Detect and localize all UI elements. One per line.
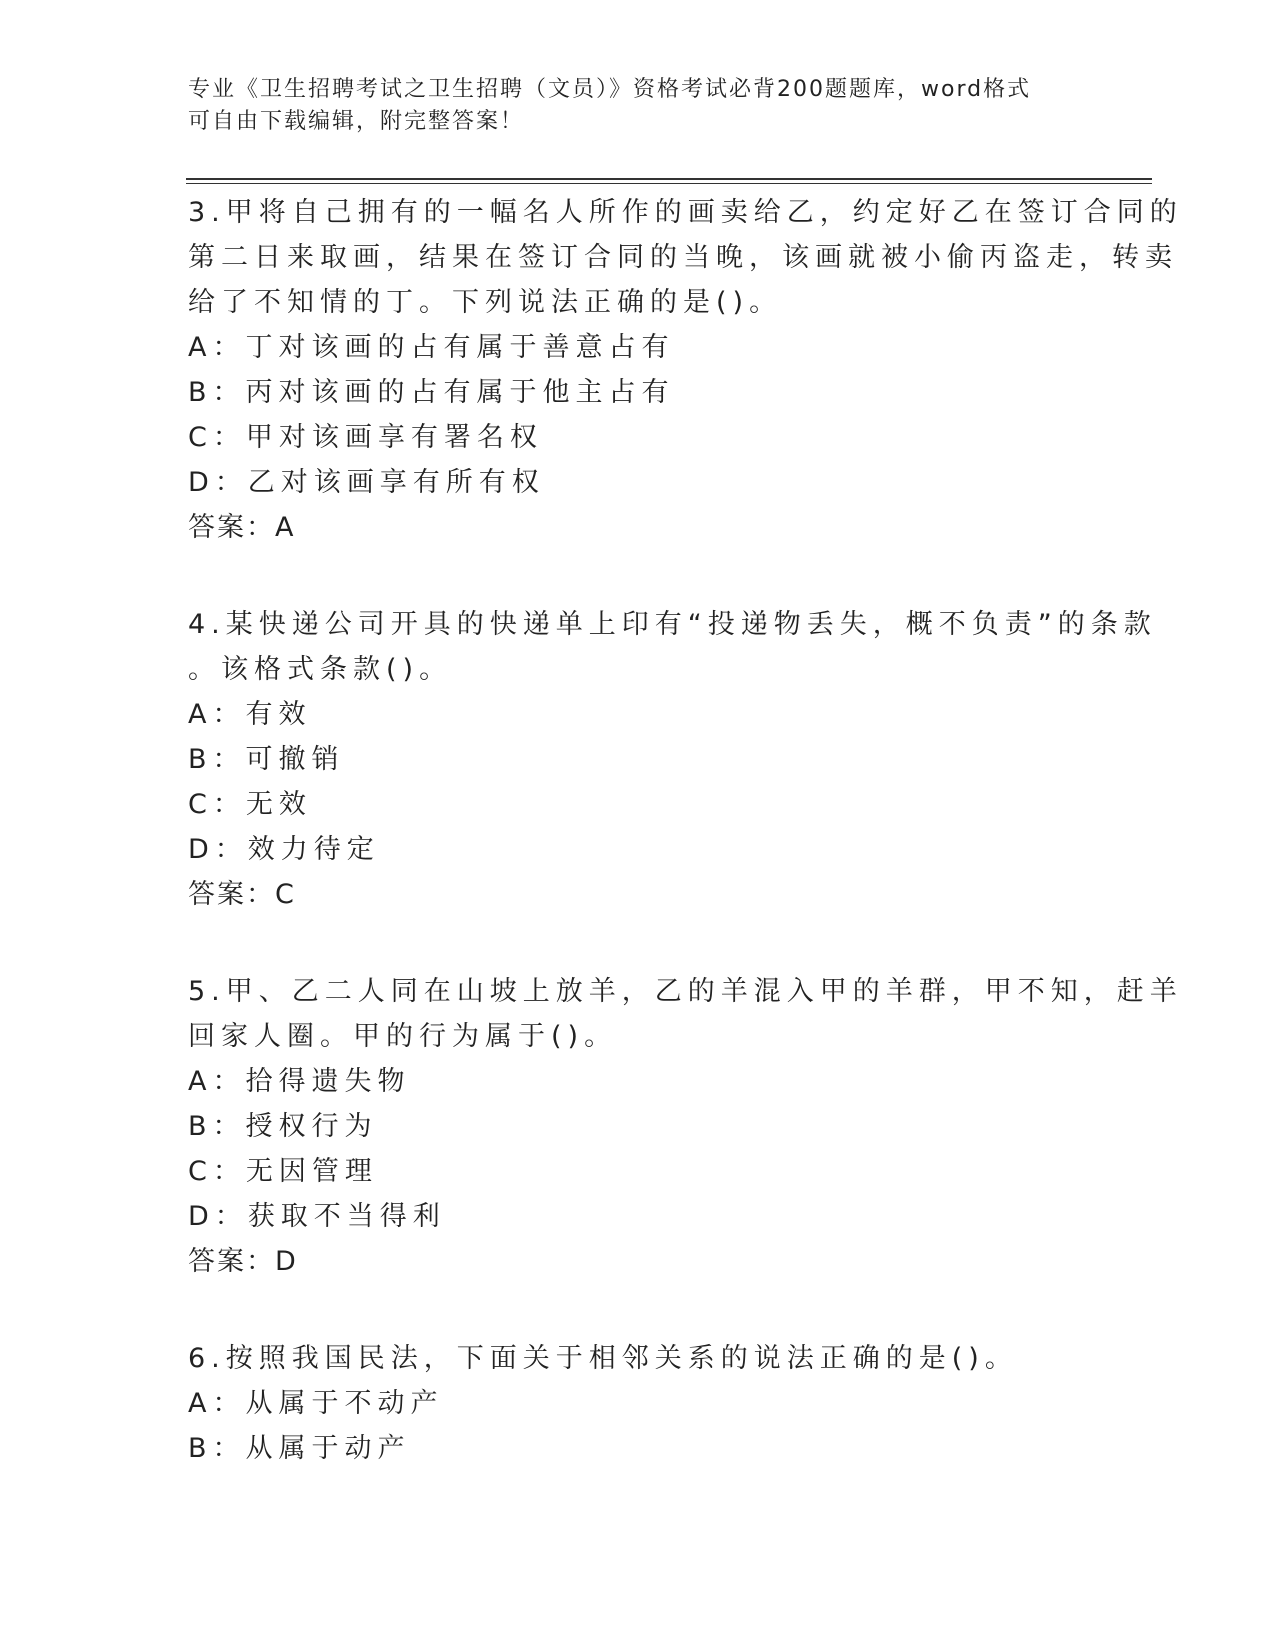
question-text-line: 给了不知情的丁。下列说法正确的是()。 xyxy=(188,287,783,318)
option-b: B：可撤销 xyxy=(188,744,345,775)
answer-label: 答案： xyxy=(188,1246,275,1277)
question-6 xyxy=(188,1336,1088,1471)
question-list xyxy=(188,190,1183,1523)
answer-value: A xyxy=(275,512,295,543)
question-text-line: 。该格式条款()。 xyxy=(188,654,453,685)
answer-line xyxy=(188,1239,1088,1284)
answer-label: 答案： xyxy=(188,879,275,910)
answer-value: C xyxy=(275,879,295,910)
option-a: A：丁对该画的占有属于善意占有 xyxy=(188,332,675,363)
question-text-line: 5.甲、乙二人同在山坡上放羊，乙的羊混入甲的羊群，甲不知，赶羊 xyxy=(188,976,1183,1007)
option-b: B：丙对该画的占有属于他主占有 xyxy=(188,377,675,408)
question-text-line: 6.按照我国民法，下面关于相邻关系的说法正确的是()。 xyxy=(188,1343,1018,1374)
option-b: B：授权行为 xyxy=(188,1111,378,1142)
answer-line xyxy=(188,505,1088,550)
option-a: A：有效 xyxy=(188,699,312,730)
answer-label: 答案： xyxy=(188,512,275,543)
document-header xyxy=(188,74,1068,138)
option-a: A：从属于不动产 xyxy=(188,1388,444,1419)
question-text-line: 回家人圈。甲的行为属于()。 xyxy=(188,1021,618,1052)
question-text-line: 3.甲将自己拥有的一幅名人所作的画卖给乙，约定好乙在签订合同的 xyxy=(188,197,1183,228)
answer-line xyxy=(188,872,1088,917)
option-b: B：从属于动产 xyxy=(188,1433,411,1464)
question-3 xyxy=(188,190,1183,550)
option-d: D：效力待定 xyxy=(188,834,380,865)
question-text-line: 4.某快递公司开具的快递单上印有“投递物丢失，概不负责”的条款 xyxy=(188,609,1157,640)
header-divider-bottom xyxy=(186,183,1152,184)
header-line-2: 可自由下载编辑，附完整答案！ xyxy=(188,109,525,134)
question-text-line: 第二日来取画，结果在签订合同的当晚，该画就被小偷丙盗走，转卖 xyxy=(188,242,1178,273)
option-c: C：无因管理 xyxy=(188,1156,378,1187)
option-d: D：获取不当得利 xyxy=(188,1201,446,1232)
option-a: A：拾得遗失物 xyxy=(188,1066,411,1097)
option-c: C：甲对该画享有署名权 xyxy=(188,422,543,453)
header-divider-top xyxy=(186,178,1152,180)
question-4 xyxy=(188,602,1157,917)
question-5 xyxy=(188,969,1183,1284)
answer-value: D xyxy=(275,1246,297,1277)
header-line-1: 专业《卫生招聘考试之卫生招聘（文员）》资格考试必背200题题库，word格式 xyxy=(188,77,1032,102)
option-d: D：乙对该画享有所有权 xyxy=(188,467,545,498)
option-c: C：无效 xyxy=(188,789,312,820)
